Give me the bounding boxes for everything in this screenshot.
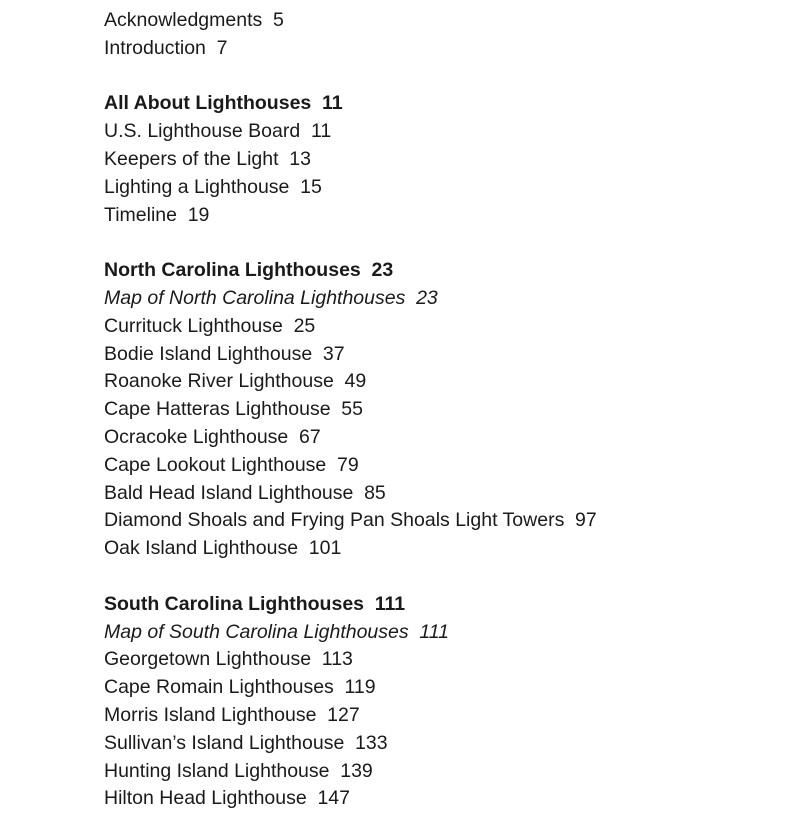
toc-entry-page: 37 xyxy=(322,342,345,365)
section-heading-south-carolina xyxy=(104,591,800,619)
toc-entry-title: Oak Island Lighthouse xyxy=(104,537,299,560)
toc-entry-title: Bodie Island Lighthouse xyxy=(104,342,313,365)
toc-entry-page: 139 xyxy=(340,759,373,782)
toc-entry-page: 119 xyxy=(344,676,376,699)
section-gap xyxy=(104,63,800,91)
section-heading-north-carolina xyxy=(104,257,800,285)
toc-entry xyxy=(104,341,800,369)
toc-entry-title: Lighting a Lighthouse xyxy=(104,175,290,198)
toc-entry-title: Cape Lookout Lighthouse xyxy=(104,453,327,476)
toc-entry-title: Acknowledgments xyxy=(104,9,263,31)
toc-map-entry xyxy=(104,285,800,313)
toc-entry xyxy=(104,507,800,535)
toc-entry xyxy=(104,785,800,813)
toc-entry xyxy=(104,146,800,174)
section-heading-title: All About Lighthouses xyxy=(104,92,312,115)
toc-entry-title: Ocracoke Lighthouse xyxy=(104,425,289,448)
toc-entry-title: Cape Hatteras Lighthouse xyxy=(104,398,331,421)
toc-entry xyxy=(104,535,800,563)
toc-entry-page: 85 xyxy=(364,481,386,504)
toc-entry-title: Map of North Carolina Lighthouses xyxy=(104,286,406,309)
toc-entry-page: 97 xyxy=(575,509,597,532)
toc-entry-title: Hunting Island Lighthouse xyxy=(104,759,330,782)
toc-entry-page: 49 xyxy=(344,370,367,393)
toc-entry-page: 127 xyxy=(327,703,360,726)
toc-entry xyxy=(104,452,800,480)
toc-entry-title: U.S. Lighthouse Board xyxy=(104,120,301,143)
section-heading-all-about-lighthouses xyxy=(104,90,800,118)
toc-entry-page: 113 xyxy=(321,648,353,671)
table-of-contents xyxy=(104,7,800,813)
toc-entry-page: 79 xyxy=(336,453,359,476)
toc-entry xyxy=(104,480,800,508)
toc-entry-title: Timeline xyxy=(104,203,177,226)
toc-entry-title: Introduction xyxy=(104,36,206,59)
toc-entry-title: Currituck Lighthouse xyxy=(104,314,283,337)
toc-entry-title: Hilton Head Lighthouse xyxy=(104,787,307,810)
toc-entry-title: Diamond Shoals and Frying Pan Shoals Light Towers xyxy=(104,509,565,532)
toc-entry-page: 55 xyxy=(341,398,363,421)
section-heading-page: 11 xyxy=(321,92,343,115)
toc-entry-page: 133 xyxy=(355,731,388,754)
toc-entry xyxy=(104,118,800,146)
toc-entry-title: Cape Romain Lighthouses xyxy=(104,676,334,699)
toc-entry xyxy=(104,674,800,702)
toc-entry xyxy=(104,368,800,396)
toc-entry-page: 111 xyxy=(419,620,449,643)
toc-entry xyxy=(104,396,800,424)
toc-entry xyxy=(104,702,800,730)
toc-map-entry xyxy=(104,619,800,647)
toc-entry-page: 23 xyxy=(416,286,438,309)
toc-entry xyxy=(104,730,800,758)
toc-entry-page: 7 xyxy=(216,36,228,59)
toc-entry-page: 5 xyxy=(272,9,284,31)
toc-entry-title: Sullivan’s Island Lighthouse xyxy=(104,731,345,754)
toc-entry xyxy=(104,202,800,230)
section-gap xyxy=(104,563,800,591)
toc-entry-page: 15 xyxy=(300,175,322,198)
section-heading-title: North Carolina Lighthouses xyxy=(104,259,361,282)
toc-entry xyxy=(104,424,800,452)
toc-entry-title: Georgetown Lighthouse xyxy=(104,648,312,671)
toc-entry xyxy=(104,646,800,674)
toc-entry-page: 67 xyxy=(299,425,321,448)
toc-entry-page: 101 xyxy=(308,537,342,560)
toc-entry-page: 147 xyxy=(317,787,350,810)
toc-entry-acknowledgments xyxy=(104,7,800,35)
toc-entry xyxy=(104,174,800,202)
section-heading-page: 111 xyxy=(374,592,406,615)
toc-entry-title: Map of South Carolina Lighthouses xyxy=(104,620,409,643)
toc-entry-page: 25 xyxy=(293,314,316,337)
toc-entry-page: 13 xyxy=(289,147,311,170)
toc-entry-title: Keepers of the Light xyxy=(104,147,279,170)
toc-entry-page: 19 xyxy=(187,203,210,226)
section-heading-page: 23 xyxy=(371,259,394,282)
toc-entry-title: Bald Head Island Lighthouse xyxy=(104,481,354,504)
toc-entry xyxy=(104,313,800,341)
toc-entry xyxy=(104,758,800,786)
section-heading-title: South Carolina Lighthouses xyxy=(104,592,365,615)
section-gap xyxy=(104,229,800,257)
toc-entry-title: Morris Island Lighthouse xyxy=(104,703,317,726)
toc-entry-introduction xyxy=(104,35,800,63)
toc-entry-page: 11 xyxy=(310,120,332,143)
toc-entry-title: Roanoke River Lighthouse xyxy=(104,370,334,393)
